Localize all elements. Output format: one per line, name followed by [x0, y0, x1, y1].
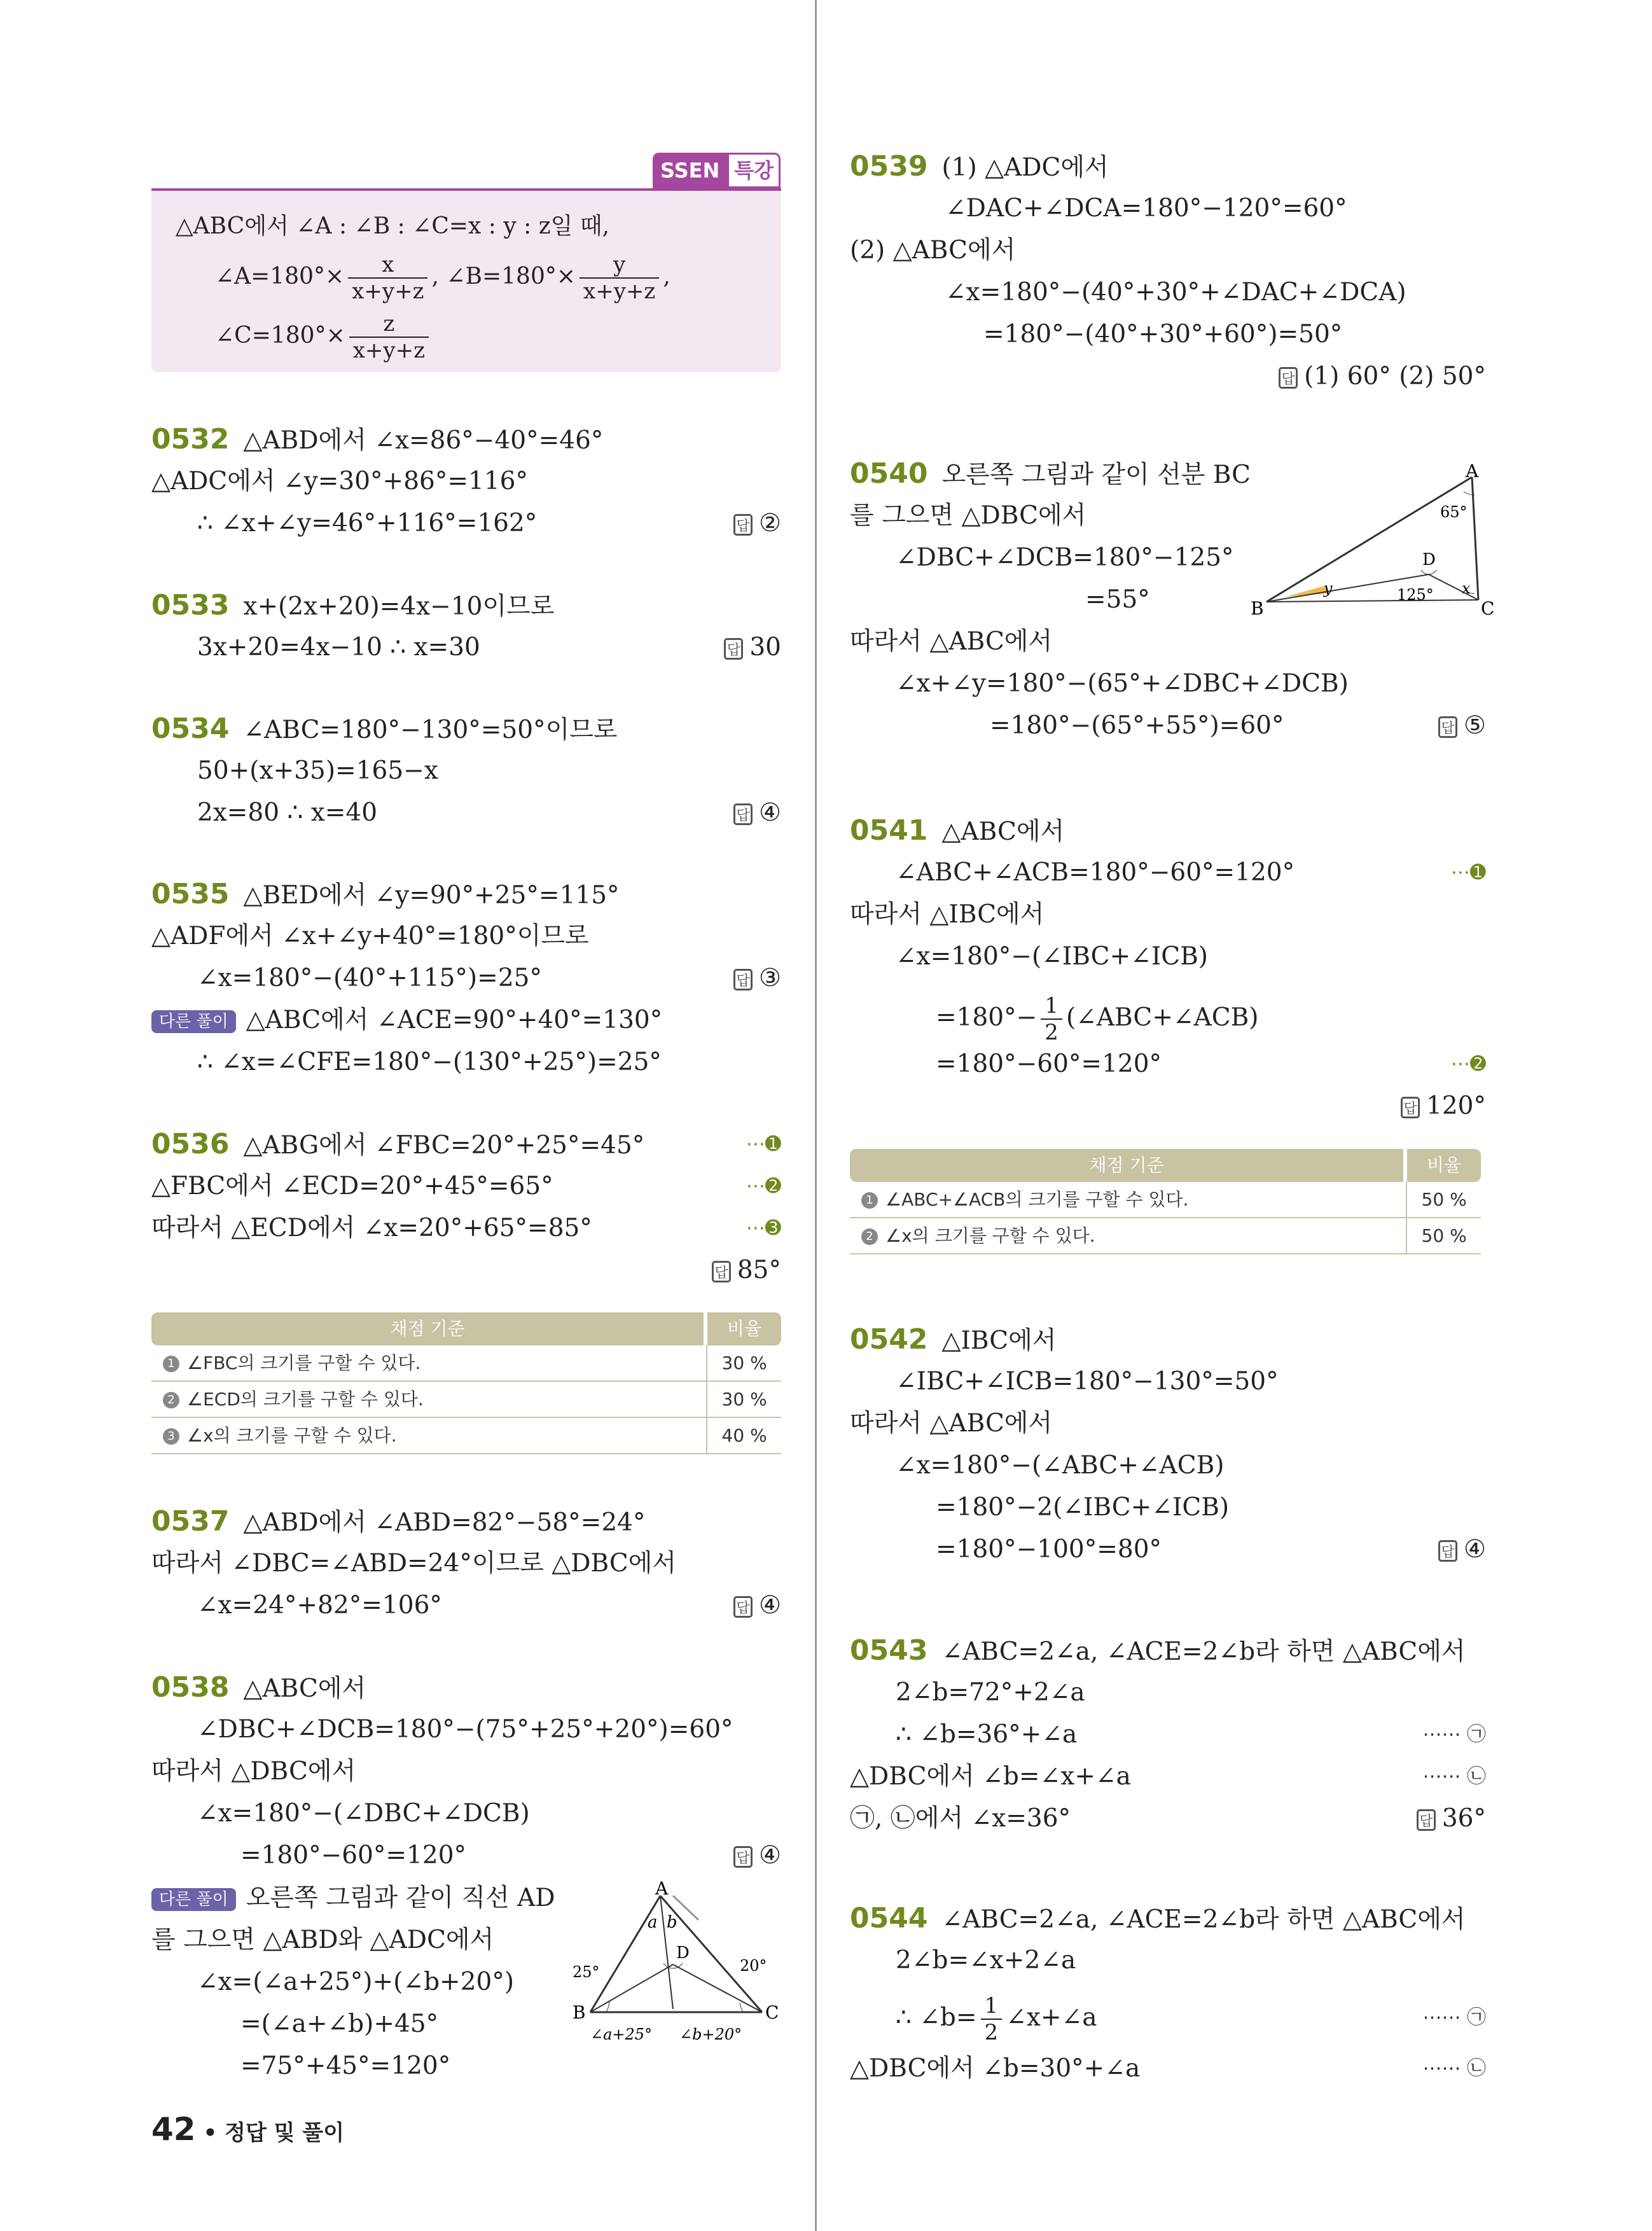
label-D: D — [1422, 550, 1436, 569]
problem-0540-line1: 0540 오른쪽 그림과 같이 선분 BC — [850, 457, 1251, 490]
problem-0538-alt: 다른 풀이 오른쪽 그림과 같이 직선 AD — [151, 1882, 555, 1915]
problem-0542-line6: =180°−100°=80° — [936, 1535, 1162, 1564]
problem-0538-line7: 를 그으면 △ABD와 △ADC에서 — [151, 1926, 494, 1954]
answer-icon: 답 — [733, 1596, 753, 1618]
formula-a-prefix: ∠A=180°× — [215, 263, 345, 289]
answer-icon: 답 — [1438, 1540, 1457, 1562]
page-number: 42 — [151, 2111, 196, 2148]
formula-c-prefix: ∠C=180°× — [215, 323, 345, 349]
problem-0541-line6: =180°−60°=120° — [936, 1050, 1162, 1078]
answer-0543: 답 36° — [1417, 1802, 1486, 1835]
label-A: A — [1466, 461, 1479, 482]
ssen-formula-box — [151, 188, 781, 372]
label-angle-c: 20° — [740, 1957, 767, 1975]
ssen-line1: △ABC에서 ∠A : ∠B : ∠C=x : y : z일 때, — [176, 213, 610, 239]
label-125: 125° — [1397, 586, 1434, 604]
problem-0540-line3: ∠DBC+∠DCB=180°−125° — [896, 543, 1234, 572]
fraction-c: $\frac{z}{x+y+z}$ — [349, 311, 429, 363]
table-row: 2 ∠ECD의 크기를 구할 수 있다. 30 % — [151, 1382, 781, 1418]
column-divider — [815, 0, 817, 2231]
answer-icon: 답 — [712, 1261, 731, 1282]
answer-icon: 답 — [733, 803, 753, 825]
label-C: C — [765, 2002, 779, 2023]
problem-0535-line2: △ADF에서 ∠x+∠y+40°=180°이므로 — [151, 922, 589, 950]
step-marker-3: ⋯➌ — [746, 1217, 781, 1239]
triangle-figure-0540 — [1238, 461, 1495, 629]
problem-0543-line1: 0543 ∠ABC=2∠a, ∠ACE=2∠b라 하면 △ABC에서 — [850, 1634, 1466, 1667]
problem-0540-line5: 따라서 △ABC에서 — [850, 627, 1053, 656]
answer-icon: 답 — [1417, 1809, 1436, 1831]
problem-0541-line3: 따라서 △IBC에서 — [850, 900, 1045, 929]
problem-0542-line1: 0542 △IBC에서 — [850, 1323, 1057, 1356]
label-B: B — [1251, 598, 1264, 619]
table-header-ratio: 비율 — [1407, 1149, 1481, 1182]
table-header-ratio: 비율 — [707, 1312, 781, 1345]
problem-0544-line2: 2∠b=∠x+2∠a — [896, 1946, 1076, 1975]
table-header-criteria: 채점 기준 — [151, 1312, 704, 1345]
answer-icon: 답 — [1401, 1097, 1420, 1118]
answer-icon: 답 — [1438, 716, 1457, 738]
step-marker-1: ⋯➊ — [1450, 861, 1486, 884]
problem-0534-line1: 0534 ∠ABC=180°−130°=50°이므로 — [151, 712, 618, 745]
problem-0539-line5: =180°−(40°+30°+60°)=50° — [983, 320, 1343, 349]
problem-0543-line5: ㉠, ㉡에서 ∠x=36° — [850, 1804, 1071, 1833]
problem-0537-line1: 0537 △ABD에서 ∠ABD=82°−58°=24° — [151, 1505, 646, 1538]
problem-0542-line4: ∠x=180°−(∠ABC+∠ACB) — [896, 1451, 1225, 1480]
problem-0532-line1: 0532 △ABD에서 ∠x=86°−40°=46° — [151, 423, 604, 455]
table-row: 1 ∠ABC+∠ACB의 크기를 구할 수 있다. 50 % — [850, 1182, 1481, 1218]
problem-0540-line6: ∠x+∠y=180°−(65°+∠DBC+∠DCB) — [896, 669, 1349, 698]
formula-b-prefix: , ∠B=180°× — [431, 263, 576, 289]
alt-solution-badge: 다른 풀이 — [151, 1010, 236, 1033]
ssen-tag — [653, 153, 781, 188]
step-marker-2: ⋯➋ — [1450, 1053, 1486, 1075]
page-footer — [151, 2111, 344, 2148]
problem-0539-line2: ∠DAC+∠DCA=180°−120°=60° — [945, 194, 1347, 223]
problem-0540-line2: 를 그으면 △DBC에서 — [850, 501, 1086, 530]
table-header-criteria: 채점 기준 — [850, 1149, 1403, 1182]
special-lecture-label: 특강 — [727, 153, 781, 188]
problem-0536-line3: 따라서 △ECD에서 ∠x=20°+65°=85° — [151, 1214, 592, 1242]
problem-0539-line3: (2) △ABC에서 — [850, 236, 1016, 265]
problem-0544-line3: ∴ ∠b= $\frac{1}{2}$ ∠x+∠a — [896, 1993, 1097, 2045]
label-angle-b: 25° — [573, 1963, 600, 1981]
answer-icon: 답 — [724, 638, 743, 660]
problem-0539-line4: ∠x=180°−(40°+30°+∠DAC+∠DCA) — [945, 278, 1406, 307]
problem-0543-line3: ∴ ∠b=36°+∠a — [896, 1720, 1078, 1749]
fraction-a: $\frac{x}{x+y+z}$ — [348, 252, 427, 304]
problem-0534-line2: 50+(x+35)=165−x — [197, 756, 438, 785]
answer-icon: 답 — [733, 969, 753, 990]
problem-0543-line2: 2∠b=72°+2∠a — [896, 1678, 1085, 1707]
problem-0542-line5: =180°−2(∠IBC+∠ICB) — [936, 1493, 1230, 1522]
eq-marker-2: ⋯⋯ ㉡ — [1422, 1765, 1486, 1788]
label-65: 65° — [1440, 503, 1468, 521]
problem-0541-line4: ∠x=180°−(∠IBC+∠ICB) — [896, 942, 1208, 971]
alt-solution-badge: 다른 풀이 — [151, 1888, 236, 1911]
label-b: b — [667, 1913, 677, 1932]
problem-0542-line2: ∠IBC+∠ICB=180°−130°=50° — [896, 1367, 1279, 1396]
fraction-b: $\frac{y}{x+y+z}$ — [580, 252, 659, 304]
problem-0538-line8: ∠x=(∠a+25°)+(∠b+20°) — [197, 1968, 515, 1996]
problem-0538-line2: ∠DBC+∠DCB=180°−(75°+25°+20°)=60° — [197, 1715, 733, 1744]
answer-icon: 답 — [1279, 367, 1298, 389]
triangle-figure-0538 — [571, 1878, 781, 2047]
problem-0538-line10: =75°+45°=120° — [240, 2052, 451, 2080]
problem-0544-line4: △DBC에서 ∠b=30°+∠a — [850, 2054, 1141, 2083]
problem-0535-line1: 0535 △BED에서 ∠y=90°+25°=115° — [151, 878, 620, 910]
problem-0538-line9: =(∠a+∠b)+45° — [240, 2010, 439, 2038]
step-marker-2: ⋯➋ — [746, 1175, 781, 1197]
problem-0533-line1: 0533 x+(2x+20)=4x−10이므로 — [151, 589, 555, 622]
problem-0540-line7: =180°−(65°+55°)=60° — [990, 711, 1284, 740]
scoring-table-0536 — [151, 1312, 781, 1454]
answer-icon: 답 — [733, 1846, 753, 1868]
problem-0532-line2: △ADC에서 ∠y=30°+86°=116° — [151, 467, 528, 496]
fraction-half: $\frac{1}{2}$ — [1041, 993, 1062, 1045]
problem-0537-line3: ∠x=24°+82°=106° — [197, 1591, 442, 1620]
answer-0540: 답 ⑤ — [1438, 709, 1486, 742]
fraction-half: $\frac{1}{2}$ — [981, 1993, 1003, 2045]
scoring-table-0541 — [850, 1149, 1481, 1255]
label-A: A — [655, 1878, 669, 1899]
ssen-formula-c — [215, 310, 433, 363]
problem-0543-line4: △DBC에서 ∠b=∠x+∠a — [850, 1762, 1131, 1791]
label-B: B — [573, 2002, 586, 2023]
ssen-formula-ab: ∠A=180°× $\frac{x}{x+y+z}$ , ∠B=180°× $\frac{y}{x+y+z}$ , — [215, 252, 670, 304]
answer-0539: 답 (1) 60° (2) 50° — [1279, 360, 1486, 393]
answer-0542: 답 ④ — [1438, 1533, 1486, 1566]
problem-0538-line3: 따라서 △DBC에서 — [151, 1757, 356, 1786]
label-x: x — [1462, 580, 1471, 597]
label-y: y — [1324, 580, 1333, 597]
table-row: 3 ∠x의 크기를 구할 수 있다. 40 % — [151, 1418, 781, 1454]
problem-0535-line5: ∴ ∠x=∠CFE=180°−(130°+25°)=25° — [197, 1048, 662, 1076]
eq-marker-1: ⋯⋯ ㉠ — [1422, 1723, 1486, 1746]
label-C: C — [1481, 598, 1495, 619]
problem-0535-alt: 다른 풀이 △ABC에서 ∠ACE=90°+40°=130° — [151, 1004, 662, 1037]
problem-0538-line4: ∠x=180°−(∠DBC+∠DCB) — [197, 1799, 530, 1828]
footer-title: • 정답 및 풀이 — [203, 2120, 345, 2146]
label-D: D — [676, 1943, 690, 1963]
table-row: 1 ∠FBC의 크기를 구할 수 있다. 30 % — [151, 1345, 781, 1382]
answer-icon: 답 — [733, 514, 753, 536]
label-b-plus: ∠b+20° — [679, 2026, 742, 2043]
problem-0532-line3: ∴ ∠x+∠y=46°+116°=162° — [197, 509, 538, 538]
problem-0535-line3: ∠x=180°−(40°+115°)=25° — [197, 964, 542, 992]
answer-0538: 답 ④ — [733, 1839, 781, 1872]
problem-0540-line4: =55° — [1085, 585, 1150, 614]
problem-0539-line1: 0539 (1) △ADC에서 — [850, 150, 1109, 183]
answer-0541: 답 120° — [1401, 1090, 1486, 1123]
problem-0533-line2: 3x+20=4x−10 ∴ x=30 — [197, 633, 480, 662]
answer-0533: 답 30 — [724, 631, 781, 664]
problem-0541-line1: 0541 △ABC에서 — [850, 814, 1065, 847]
problem-0542-line3: 따라서 △ABC에서 — [850, 1409, 1053, 1438]
problem-0544-line1: 0544 ∠ABC=2∠a, ∠ACE=2∠b라 하면 △ABC에서 — [850, 1902, 1466, 1935]
eq-marker-2: ⋯⋯ ㉡ — [1422, 2057, 1486, 2080]
label-a: a — [648, 1913, 658, 1932]
answer-0535: 답 ③ — [733, 962, 781, 995]
problem-0538-line5: =180°−60°=120° — [240, 1841, 467, 1870]
answer-0536: 답 85° — [712, 1254, 781, 1287]
step-marker-1: ⋯➊ — [746, 1133, 781, 1155]
answer-0534: 답 ④ — [733, 796, 781, 830]
problem-0538-line1: 0538 △ABC에서 — [151, 1671, 366, 1704]
problem-0541-line5: =180°− $\frac{1}{2}$ (∠ABC+∠ACB) — [936, 993, 1259, 1045]
problem-0541-line2: ∠ABC+∠ACB=180°−60°=120° — [896, 858, 1295, 887]
problem-0534-line3: 2x=80 ∴ x=40 — [197, 798, 378, 827]
problem-0536-line2: △FBC에서 ∠ECD=20°+45°=65° — [151, 1172, 553, 1200]
answer-0537: 답 ④ — [733, 1589, 781, 1622]
eq-marker-1: ⋯⋯ ㉠ — [1422, 2006, 1486, 2029]
table-row: 2 ∠x의 크기를 구할 수 있다. 50 % — [850, 1218, 1481, 1255]
problem-0536-line1: 0536 △ABG에서 ∠FBC=20°+25°=45° — [151, 1128, 645, 1160]
problem-0537-line2: 따라서 ∠DBC=∠ABD=24°이므로 △DBC에서 — [151, 1549, 677, 1578]
answer-0532: 답 ② — [733, 507, 781, 540]
ssen-label: SSEN — [653, 153, 727, 188]
label-a-plus: ∠a+25° — [590, 2026, 653, 2043]
